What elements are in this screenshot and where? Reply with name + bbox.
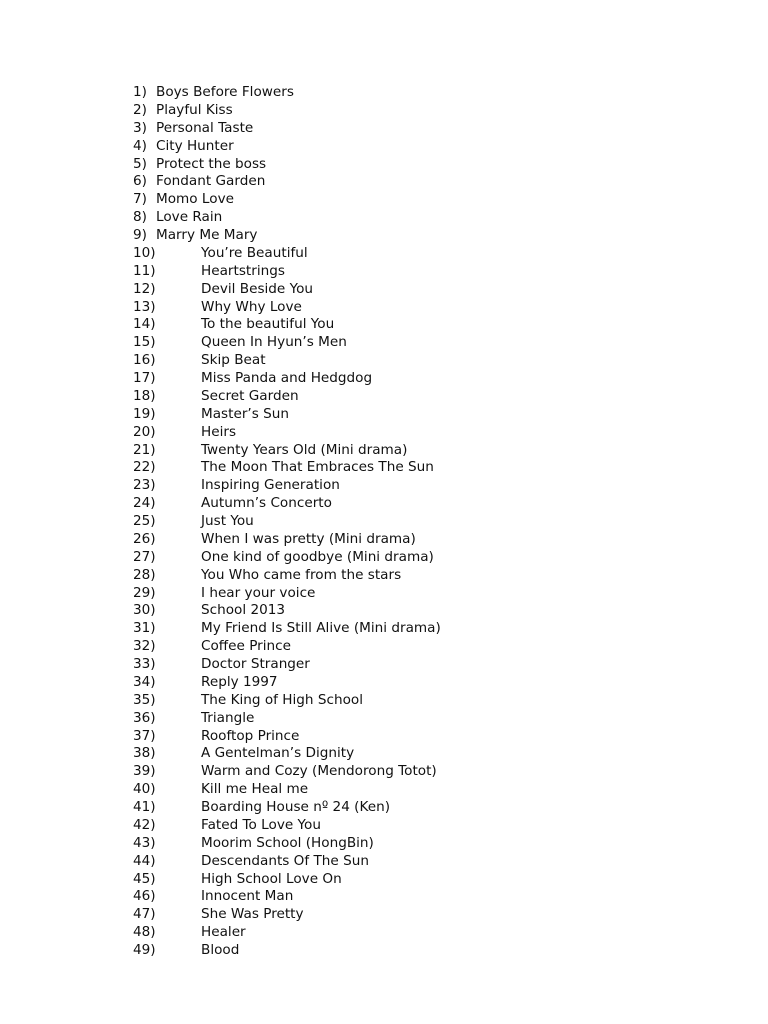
list-item: [133, 477, 441, 495]
list-item-title: Healer: [201, 924, 246, 941]
list-item-number: 25): [133, 513, 156, 529]
list-item-title: You’re Beautiful: [201, 244, 308, 261]
list-item-title: Twenty Years Old (Mini drama): [201, 441, 408, 458]
list-item-number: 46): [133, 888, 156, 905]
list-item-title: Why Why Love: [201, 298, 302, 315]
list-item-title: Warm and Cozy (Mendorong Totot): [201, 763, 437, 780]
list-item-number: 20): [133, 423, 156, 440]
list-item: [133, 316, 441, 334]
list-item-title: Descendants Of The Sun: [201, 852, 369, 869]
list-item-number: 2): [133, 101, 147, 118]
list-item-title: Rooftop Prince: [201, 727, 300, 744]
list-item-title: Personal Taste: [156, 119, 254, 136]
list-item-title: Boys Before Flowers: [156, 84, 294, 100]
list-item-number: 13): [133, 298, 156, 315]
list-item-number: 34): [133, 673, 156, 690]
list-item: [133, 781, 441, 799]
list-item-title: Momo Love: [156, 191, 234, 208]
list-item-title: She Was Pretty: [201, 906, 304, 923]
list-item-number: 16): [133, 352, 156, 369]
list-item-number: 4): [133, 137, 147, 154]
list-item: [133, 567, 441, 585]
list-item: [133, 173, 441, 191]
list-item-title: Moorim School (HongBin): [201, 834, 374, 851]
list-item-title: I hear your voice: [201, 584, 316, 601]
list-item: [133, 84, 441, 102]
list-item-number: 28): [133, 566, 156, 583]
list-item: [133, 602, 441, 620]
list-item: [133, 191, 441, 209]
list-item-title: Blood: [201, 942, 240, 958]
list-item-title: My Friend Is Still Alive (Mini drama): [201, 620, 441, 637]
list-item: [133, 888, 441, 906]
list-item-title: Coffee Prince: [201, 638, 291, 655]
list-item-title: Playful Kiss: [156, 101, 233, 118]
numbered-list: [133, 84, 441, 960]
list-item-title: Reply 1997: [201, 673, 278, 690]
list-item-number: 38): [133, 745, 156, 762]
list-item-number: 47): [133, 906, 156, 923]
list-item-title: Secret Garden: [201, 387, 299, 404]
list-item: [133, 835, 441, 853]
list-item-title: Kill me Heal me: [201, 781, 309, 798]
list-item-title: Heartstrings: [201, 262, 285, 279]
list-item: [133, 352, 441, 370]
list-item: [133, 531, 441, 549]
list-item: [133, 871, 441, 889]
list-item-title: Heirs: [201, 423, 237, 440]
list-item: [133, 102, 441, 120]
list-item: [133, 209, 441, 227]
list-item-title: Doctor Stranger: [201, 656, 310, 672]
list-item: [133, 299, 441, 317]
list-item-number: 36): [133, 709, 156, 726]
list-item-title: Protect the boss: [156, 155, 267, 172]
list-item-number: 44): [133, 852, 156, 869]
list-item-number: 5): [133, 155, 147, 172]
list-item-number: 14): [133, 316, 156, 333]
list-item-number: 32): [133, 638, 156, 655]
list-item-number: 7): [133, 191, 147, 208]
list-item-number: 26): [133, 530, 156, 547]
list-item-title: Fated To Love You: [201, 816, 321, 833]
list-item: [133, 156, 441, 174]
list-item: [133, 674, 441, 692]
list-item: [133, 942, 441, 960]
list-item-number: 9): [133, 227, 147, 243]
list-item: [133, 495, 441, 513]
list-item-number: 23): [133, 477, 156, 494]
list-item-title: Triangle: [201, 709, 255, 726]
list-item-title: Just You: [201, 513, 254, 529]
list-item-title: Autumn’s Concerto: [201, 495, 332, 512]
list-item: [133, 388, 441, 406]
list-item-number: 8): [133, 209, 147, 226]
list-item: [133, 728, 441, 746]
list-item: [133, 745, 441, 763]
list-item-number: 21): [133, 441, 156, 458]
list-item: [133, 406, 441, 424]
list-item-title: Skip Beat: [201, 352, 266, 369]
list-item: [133, 281, 441, 299]
list-item-title: City Hunter: [156, 137, 234, 154]
list-item-title: Devil Beside You: [201, 280, 314, 297]
list-item-number: 1): [133, 84, 147, 100]
list-item: [133, 924, 441, 942]
list-item-number: 6): [133, 173, 147, 190]
list-item-title: School 2013: [201, 602, 286, 619]
list-item: [133, 227, 441, 245]
list-item: [133, 906, 441, 924]
list-item-title: Marry Me Mary: [156, 227, 258, 243]
list-item-number: 27): [133, 548, 156, 565]
list-item: [133, 692, 441, 710]
list-item-number: 15): [133, 334, 156, 351]
list-item: [133, 549, 441, 567]
list-item-number: 37): [133, 727, 156, 744]
list-item-number: 43): [133, 834, 156, 851]
list-item-number: 42): [133, 816, 156, 833]
list-item: [133, 585, 441, 603]
list-item-title: High School Love On: [201, 870, 342, 887]
list-item: [133, 638, 441, 656]
list-item-number: 31): [133, 620, 156, 637]
list-item-number: 40): [133, 781, 156, 798]
list-item: [133, 656, 441, 674]
list-item-title: Master’s Sun: [201, 405, 290, 422]
list-item-number: 30): [133, 602, 156, 619]
list-item-title: You Who came from the stars: [201, 566, 402, 583]
list-item-number: 33): [133, 656, 156, 672]
list-item-title: Boarding House nº 24 (Ken): [201, 799, 390, 815]
list-item-number: 41): [133, 799, 156, 815]
list-item-title: One kind of goodbye (Mini drama): [201, 548, 434, 565]
list-item-title: To the beautiful You: [201, 316, 335, 333]
list-item: [133, 424, 441, 442]
list-item-number: 29): [133, 584, 156, 601]
list-item-number: 48): [133, 924, 156, 941]
list-item-number: 10): [133, 244, 156, 261]
list-item: [133, 263, 441, 281]
list-item-number: 39): [133, 763, 156, 780]
list-item: [133, 245, 441, 263]
list-item: [133, 138, 441, 156]
list-item-number: 17): [133, 370, 156, 386]
list-item: [133, 442, 441, 460]
list-item-number: 45): [133, 870, 156, 887]
list-item-number: 35): [133, 691, 156, 708]
list-item-title: Fondant Garden: [156, 173, 266, 190]
list-item: [133, 710, 441, 728]
list-item-number: 19): [133, 405, 156, 422]
list-item: [133, 370, 441, 388]
list-item: [133, 853, 441, 871]
list-item-number: 18): [133, 387, 156, 404]
list-item-title: When I was pretty (Mini drama): [201, 530, 416, 547]
list-item-title: Miss Panda and Hedgdog: [201, 370, 373, 386]
list-item-number: 11): [133, 262, 156, 279]
list-item: [133, 817, 441, 835]
list-item-title: Love Rain: [156, 209, 223, 226]
list-item: [133, 120, 441, 138]
list-item-number: 49): [133, 942, 156, 958]
list-item-title: The King of High School: [201, 691, 363, 708]
list-item: [133, 763, 441, 781]
list-item-title: A Gentelman’s Dignity: [201, 745, 355, 762]
list-item-number: 24): [133, 495, 156, 512]
list-item: [133, 799, 441, 817]
list-item: [133, 513, 441, 531]
list-item-title: Innocent Man: [201, 888, 294, 905]
list-item: [133, 620, 441, 638]
list-item: [133, 334, 441, 352]
list-item-number: 22): [133, 459, 156, 476]
list-item: [133, 459, 441, 477]
list-item-number: 3): [133, 119, 147, 136]
list-item-title: Queen In Hyun’s Men: [201, 334, 347, 351]
list-item-title: Inspiring Generation: [201, 477, 340, 494]
list-item-number: 12): [133, 280, 156, 297]
list-item-title: The Moon That Embraces The Sun: [201, 459, 434, 476]
